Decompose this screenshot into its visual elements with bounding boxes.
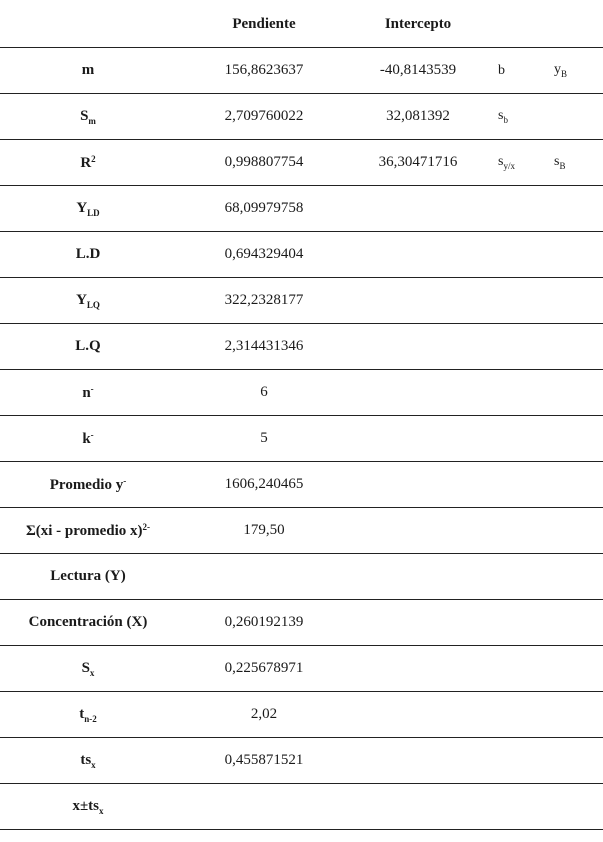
notation-cell xyxy=(546,554,603,600)
table-row xyxy=(0,416,603,462)
row-label xyxy=(0,600,176,646)
table-row xyxy=(0,692,603,738)
intercepto-value xyxy=(352,232,484,278)
notation-cell xyxy=(546,278,603,324)
notation-cell xyxy=(546,186,603,232)
header-intercepto: Intercepto xyxy=(352,2,484,48)
row-label-text: Σ(xi - promedio x) xyxy=(25,522,143,539)
pendiente-value: 1606,240465 xyxy=(176,462,352,508)
row-label-subscript: x xyxy=(91,759,96,770)
row-label-superscript: 2- xyxy=(142,521,151,532)
notation-cell xyxy=(546,232,603,278)
notation-cell xyxy=(484,48,546,94)
intercepto-value xyxy=(352,462,484,508)
row-label-superscript: - xyxy=(123,475,127,486)
intercepto-value xyxy=(352,324,484,370)
intercepto-value xyxy=(352,738,484,784)
row-label-text: x±ts xyxy=(72,797,100,814)
table-row xyxy=(0,462,603,508)
notation-cell xyxy=(546,738,603,784)
header-empty-cell xyxy=(484,2,546,48)
table-row xyxy=(0,94,603,140)
row-label-subscript: LD xyxy=(87,207,100,218)
row-label-subscript: m xyxy=(88,115,96,126)
row-label xyxy=(0,416,176,462)
row-label-superscript: - xyxy=(90,383,94,394)
row-label xyxy=(0,324,176,370)
pendiente-value: 68,09979758 xyxy=(176,186,352,232)
intercepto-value: 36,30471716 xyxy=(352,140,484,186)
pendiente-value: 0,260192139 xyxy=(176,600,352,646)
row-label-superscript: 2 xyxy=(91,153,96,164)
row-label-text: k xyxy=(82,430,91,447)
notation-cell xyxy=(546,140,603,186)
row-label-text: ts xyxy=(80,751,92,768)
notation-cell xyxy=(546,416,603,462)
row-label xyxy=(0,462,176,508)
row-label-text: Lectura (Y) xyxy=(50,568,126,584)
notation-cell xyxy=(484,186,546,232)
notation-cell xyxy=(484,508,546,554)
notation-subscript: y/x xyxy=(503,161,515,171)
row-label-text: m xyxy=(81,62,95,78)
row-label-superscript: - xyxy=(90,429,94,440)
row-label-text: Concentración (X) xyxy=(28,614,148,630)
row-label xyxy=(0,692,176,738)
row-label-text: Y xyxy=(76,291,87,308)
table-row xyxy=(0,278,603,324)
notation-cell xyxy=(484,554,546,600)
header-row xyxy=(0,2,603,48)
pendiente-value: 2,314431346 xyxy=(176,324,352,370)
table-row xyxy=(0,646,603,692)
regression-table xyxy=(0,2,603,830)
notation-symbol: s xyxy=(554,154,560,169)
pendiente-value: 5 xyxy=(176,416,352,462)
row-label-text: L.D xyxy=(75,246,101,262)
intercepto-value xyxy=(352,508,484,554)
pendiente-value: 0,998807754 xyxy=(176,140,352,186)
row-label-subscript: x xyxy=(99,805,104,816)
table-row xyxy=(0,370,603,416)
row-label xyxy=(0,784,176,830)
row-label-text: Promedio y xyxy=(49,476,124,493)
notation-cell xyxy=(484,416,546,462)
table-row xyxy=(0,508,603,554)
notation-symbol: b xyxy=(498,62,505,78)
row-label xyxy=(0,186,176,232)
pendiente-value xyxy=(176,784,352,830)
pendiente-value: 2,02 xyxy=(176,692,352,738)
table-row xyxy=(0,324,603,370)
pendiente-value: 6 xyxy=(176,370,352,416)
intercepto-value xyxy=(352,692,484,738)
row-label-text: Y xyxy=(76,199,88,216)
intercepto-value: -40,8143539 xyxy=(352,48,484,94)
notation-cell xyxy=(546,94,603,140)
notation-cell xyxy=(484,232,546,278)
pendiente-value: 179,50 xyxy=(176,508,352,554)
row-label-text: S xyxy=(80,107,89,124)
notation-cell xyxy=(546,600,603,646)
intercepto-value xyxy=(352,600,484,646)
notation-cell xyxy=(484,784,546,830)
row-label-text: n xyxy=(82,384,91,401)
row-label xyxy=(0,646,176,692)
pendiente-value: 156,8623637 xyxy=(176,48,352,94)
pendiente-value: 322,2328177 xyxy=(176,278,352,324)
intercepto-value xyxy=(352,186,484,232)
notation-symbol: s xyxy=(498,108,504,123)
table-row xyxy=(0,600,603,646)
intercepto-value xyxy=(352,278,484,324)
intercepto-value xyxy=(352,554,484,600)
notation-symbol: y xyxy=(554,62,561,77)
notation-cell xyxy=(484,278,546,324)
pendiente-value: 0,694329404 xyxy=(176,232,352,278)
notation-cell xyxy=(484,140,546,186)
intercepto-value xyxy=(352,646,484,692)
row-label xyxy=(0,554,176,600)
intercepto-value: 32,081392 xyxy=(352,94,484,140)
table-row xyxy=(0,784,603,830)
notation-cell xyxy=(546,646,603,692)
table-row xyxy=(0,140,603,186)
row-label xyxy=(0,738,176,784)
notation-cell xyxy=(546,784,603,830)
notation-cell xyxy=(546,462,603,508)
notation-cell xyxy=(484,94,546,140)
notation-cell xyxy=(484,646,546,692)
notation-subscript: B xyxy=(561,69,568,79)
row-label-text: L.Q xyxy=(75,338,101,354)
row-label xyxy=(0,94,176,140)
pendiente-value xyxy=(176,554,352,600)
row-label xyxy=(0,370,176,416)
row-label xyxy=(0,508,176,554)
table-row xyxy=(0,232,603,278)
notation-cell xyxy=(546,48,603,94)
row-label-subscript: n-2 xyxy=(84,713,97,724)
header-pendiente: Pendiente xyxy=(176,2,352,48)
notation-cell xyxy=(484,600,546,646)
table-row xyxy=(0,738,603,784)
row-label xyxy=(0,140,176,186)
notation-cell xyxy=(546,508,603,554)
intercepto-value xyxy=(352,416,484,462)
row-label-text: R xyxy=(80,154,92,171)
row-label xyxy=(0,48,176,94)
notation-cell xyxy=(484,462,546,508)
table-row xyxy=(0,554,603,600)
table-row xyxy=(0,48,603,94)
notation-cell xyxy=(484,692,546,738)
row-label xyxy=(0,232,176,278)
notation-subscript: b xyxy=(503,115,508,125)
row-label xyxy=(0,278,176,324)
header-empty-cell xyxy=(0,2,176,48)
notation-subscript: B xyxy=(559,161,566,171)
table-row xyxy=(0,186,603,232)
intercepto-value xyxy=(352,370,484,416)
intercepto-value xyxy=(352,784,484,830)
header-empty-cell xyxy=(546,2,603,48)
pendiente-value: 2,709760022 xyxy=(176,94,352,140)
notation-cell xyxy=(484,738,546,784)
notation-cell xyxy=(484,370,546,416)
notation-cell xyxy=(546,370,603,416)
row-label-subscript: x xyxy=(89,667,95,678)
notation-symbol: s xyxy=(498,154,504,169)
row-label-subscript: LQ xyxy=(86,299,100,310)
pendiente-value: 0,225678971 xyxy=(176,646,352,692)
pendiente-value: 0,455871521 xyxy=(176,738,352,784)
row-label-text: t xyxy=(79,705,85,722)
notation-cell xyxy=(484,324,546,370)
notation-cell xyxy=(546,324,603,370)
row-label-text: S xyxy=(81,659,90,676)
notation-cell xyxy=(546,692,603,738)
